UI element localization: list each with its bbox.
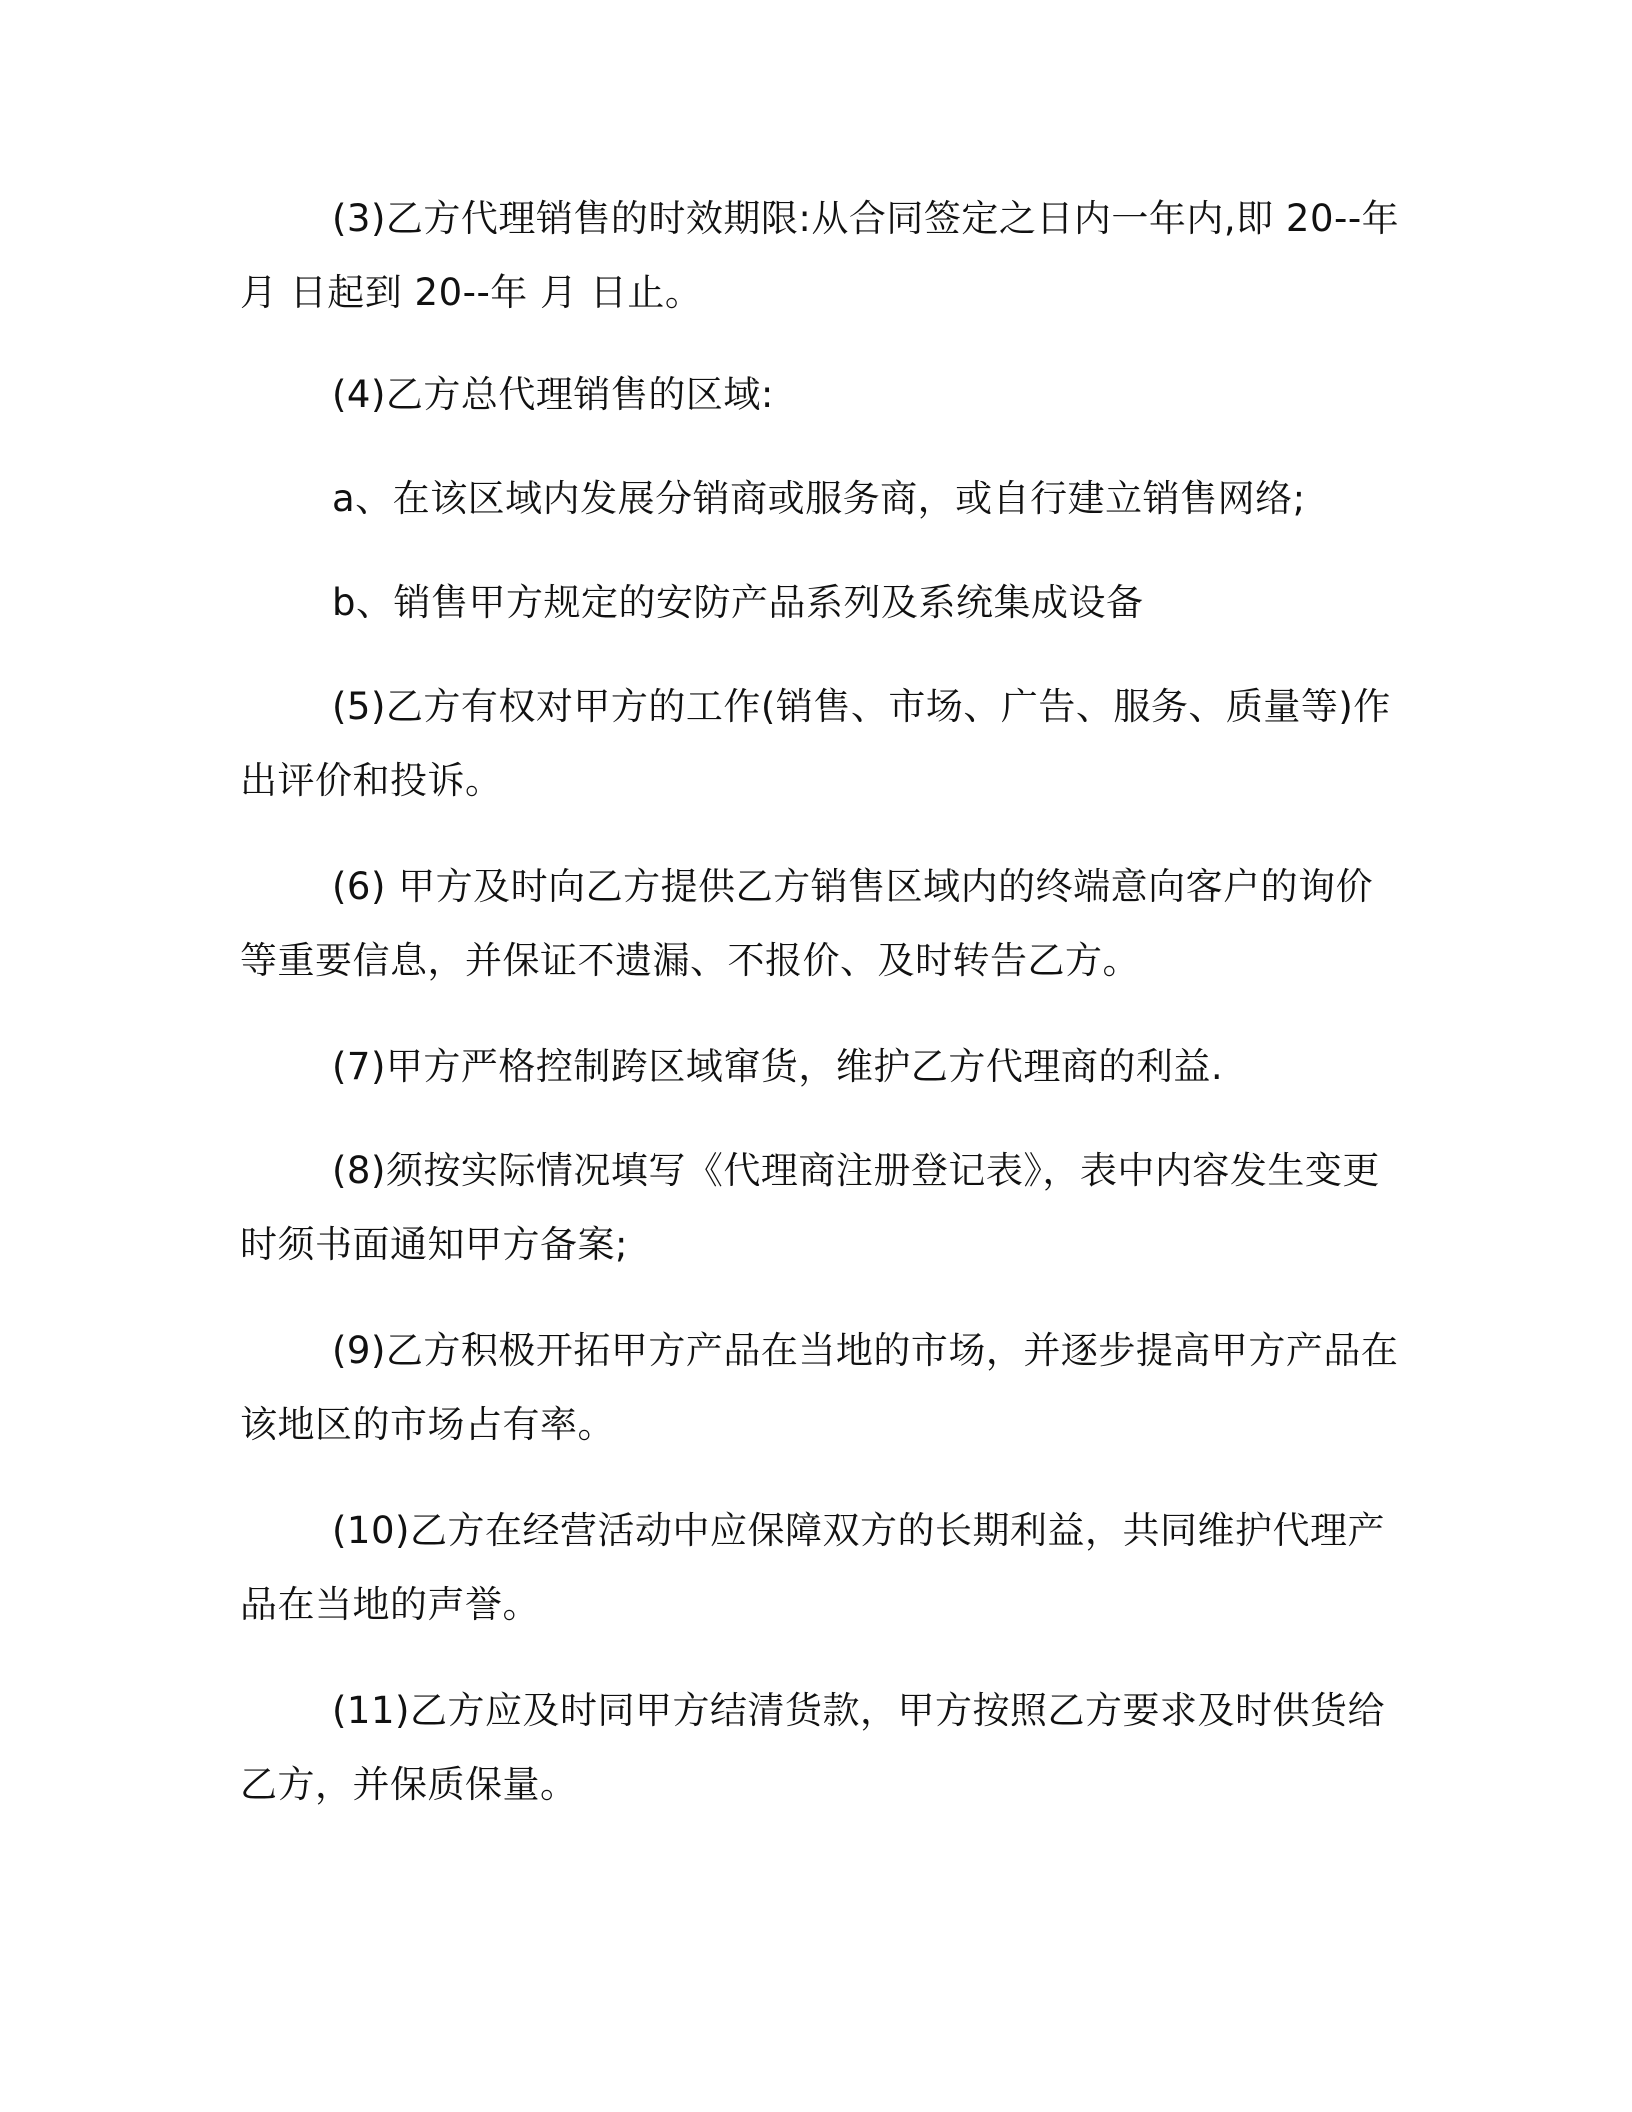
paragraph-5 — [240, 670, 1391, 818]
paragraph-line: (11)乙方应及时同甲方结清货款，甲方按照乙方要求及时供货给 — [332, 1689, 1385, 1732]
paragraph-8 — [240, 1134, 1380, 1282]
paragraph-line: b、销售甲方规定的安防产品系列及系统集成设备 — [332, 581, 1144, 624]
paragraph-4b — [240, 566, 1380, 640]
paragraph-11 — [240, 1674, 1385, 1822]
paragraph-line: (10)乙方在经营活动中应保障双方的长期利益，共同维护代理产 — [332, 1509, 1385, 1552]
paragraph-line: 等重要信息，并保证不遗漏、不报价、及时转告乙方。 — [240, 939, 1140, 982]
paragraph-line: a、在该区域内发展分销商或服务商，或自行建立销售网络; — [332, 477, 1306, 520]
paragraph-line: (4)乙方总代理销售的区域: — [332, 373, 774, 416]
paragraph-7 — [240, 1030, 1380, 1104]
paragraph-10 — [240, 1494, 1385, 1642]
paragraph-line: (6) 甲方及时向乙方提供乙方销售区域内的终端意向客户的询价 — [332, 865, 1374, 908]
paragraph-4 — [240, 358, 1380, 432]
paragraph-6 — [240, 850, 1380, 998]
paragraph-4a — [240, 462, 1380, 536]
paragraph-line: 乙方，并保质保量。 — [240, 1763, 578, 1806]
paragraph-line: 出评价和投诉。 — [240, 759, 503, 802]
paragraph-line: (5)乙方有权对甲方的工作(销售、市场、广告、服务、质量等)作 — [332, 685, 1391, 728]
paragraph-line: (7)甲方严格控制跨区域窜货，维护乙方代理商的利益. — [332, 1045, 1224, 1088]
paragraph-line: 时须书面通知甲方备案; — [240, 1223, 628, 1266]
paragraph-line: (9)乙方积极开拓甲方产品在当地的市场，并逐步提高甲方产品在 — [332, 1329, 1399, 1372]
paragraph-line: 该地区的市场占有率。 — [240, 1403, 615, 1446]
paragraph-3 — [240, 182, 1400, 330]
paragraph-line: 月 日起到 20--年 月 日止。 — [240, 271, 703, 314]
paragraph-9 — [240, 1314, 1399, 1462]
paragraph-line: (8)须按实际情况填写《代理商注册登记表》，表中内容发生变更 — [332, 1149, 1380, 1192]
paragraph-line: (3)乙方代理销售的时效期限:从合同签定之日内一年内,即 20--年 — [332, 197, 1400, 240]
paragraph-line: 品在当地的声誉。 — [240, 1583, 540, 1626]
